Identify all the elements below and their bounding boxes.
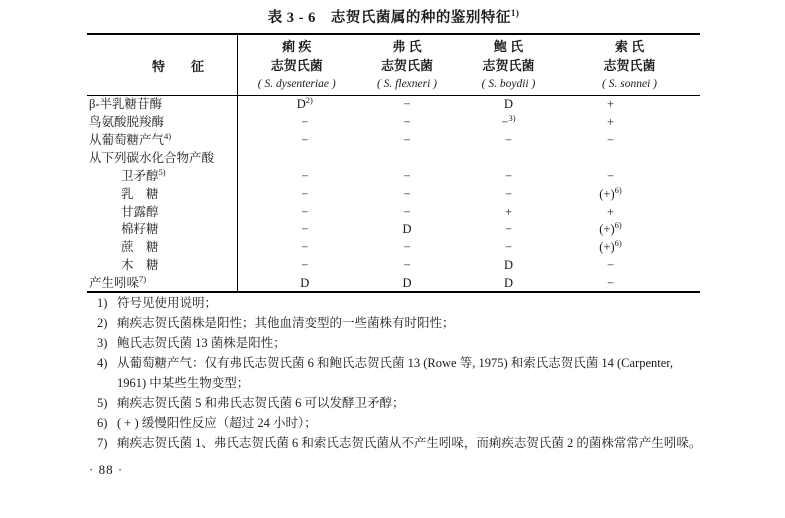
footnote-text: ( + ) 缓慢阳性反应（超过 24 小时）； <box>117 416 317 430</box>
footnote-text: 鲍氏志贺氏菌 13 菌株是阳性； <box>117 336 286 350</box>
value-cell <box>237 274 356 292</box>
value-text: D <box>503 97 514 112</box>
row-label: 卫矛醇 <box>121 168 159 183</box>
value-cell <box>237 185 356 203</box>
value-text: − <box>301 186 309 201</box>
value-cell <box>237 96 356 114</box>
value-cell <box>237 167 356 185</box>
footnote-ref: 6) <box>614 238 622 249</box>
footnote-text: 痢疾志贺氏菌 5 和弗氏志贺氏菌 6 可以发酵卫矛醇； <box>117 396 405 410</box>
value-cell <box>559 257 700 275</box>
footnote-ref: 6) <box>614 184 622 195</box>
row-label: 蔗 糖 <box>121 240 159 255</box>
row-label: 甘露醇 <box>121 204 159 219</box>
value-cell <box>356 274 458 292</box>
footnote-number: 6) <box>97 416 108 430</box>
value-cell <box>237 221 356 239</box>
row-label-cell <box>87 96 237 114</box>
value-cell <box>356 221 458 239</box>
value-text: − <box>504 222 513 237</box>
value-text: + <box>606 115 615 130</box>
column-header-dysenteriae: 痢 疾 志贺氏菌 ( S. dysenteriae ) <box>237 34 356 96</box>
value-text: D <box>296 97 306 112</box>
value-cell <box>559 113 700 131</box>
footnote-item <box>97 413 745 433</box>
footnote-item <box>97 393 745 413</box>
value-text: − <box>504 132 513 147</box>
value-cell <box>356 131 458 149</box>
footnote-continuation: 1961) 中某些生物变型； <box>117 376 250 390</box>
footnote-number: 5) <box>97 396 108 410</box>
value-cell <box>559 203 700 221</box>
value-cell <box>458 221 559 239</box>
row-label: 棉籽糖 <box>121 222 159 237</box>
value-text: − <box>301 204 309 219</box>
value-text: − <box>403 204 411 219</box>
row-label-cell <box>87 203 237 221</box>
value-cell <box>237 239 356 257</box>
value-text: − <box>606 258 615 273</box>
value-cell <box>237 149 356 167</box>
row-label-cell <box>87 185 237 203</box>
table-header-row <box>87 34 700 96</box>
value-cell <box>237 203 356 221</box>
table-row <box>87 257 700 275</box>
value-text: D <box>503 258 514 273</box>
value-cell <box>559 167 700 185</box>
footnote-item <box>97 293 745 313</box>
row-label-cell <box>87 257 237 275</box>
value-cell <box>458 131 559 149</box>
footnote-number: 4) <box>97 356 108 370</box>
value-text: − <box>606 168 615 183</box>
value-cell <box>356 185 458 203</box>
value-text: − <box>403 258 411 273</box>
row-label: 鸟氨酸脱羧酶 <box>89 115 165 130</box>
row-label-cell <box>87 113 237 131</box>
value-cell <box>458 185 559 203</box>
value-cell <box>559 131 700 149</box>
footnote-ref: 6) <box>614 220 622 231</box>
value-text: − <box>301 115 309 130</box>
table-row <box>87 113 700 131</box>
value-cell <box>559 239 700 257</box>
footnote-text: 痢疾志贺氏菌株是阳性；其他血清变型的一些菌株有时阳性； <box>117 316 455 330</box>
value-cell <box>356 113 458 131</box>
row-label: 从下列碳水化合物产酸 <box>89 150 215 165</box>
row-label-cell <box>87 221 237 239</box>
footnote-item <box>97 353 745 393</box>
value-cell <box>458 167 559 185</box>
value-cell <box>356 167 458 185</box>
value-text: D <box>300 275 310 290</box>
table-row <box>87 96 700 114</box>
table-row <box>87 131 700 149</box>
table-title <box>87 6 700 27</box>
value-text: (+) <box>599 222 615 237</box>
value-text: + <box>606 97 615 112</box>
value-cell <box>559 274 700 292</box>
footnotes-block <box>97 293 745 453</box>
value-text: + <box>504 204 513 219</box>
value-cell <box>237 131 356 149</box>
row-label-cell <box>87 274 237 292</box>
value-text: (+) <box>599 186 615 201</box>
footnote-item <box>97 433 745 453</box>
table-row <box>87 203 700 221</box>
table-row <box>87 239 700 257</box>
row-label: 木 糖 <box>121 258 159 273</box>
value-cell <box>458 96 559 114</box>
value-cell <box>458 113 559 131</box>
column-header-boydii: 鲍 氏 志贺氏菌 ( S. boydii ) <box>458 34 559 96</box>
table-row <box>87 185 700 203</box>
value-text: (+) <box>599 240 615 255</box>
value-cell <box>458 149 559 167</box>
footnote-number: 2) <box>97 316 108 330</box>
shigella-differential-table <box>87 33 700 293</box>
column-header-flexneri: 弗 氏 志贺氏菌 ( S. flexneri ) <box>356 34 458 96</box>
feature-header-cell <box>87 34 237 96</box>
value-text: − <box>504 186 513 201</box>
value-text: D <box>503 275 514 290</box>
value-text: − <box>301 168 309 183</box>
row-label: 乳 糖 <box>121 186 159 201</box>
footnote-text: 符号见使用说明； <box>117 296 218 310</box>
footnote-item <box>97 313 745 333</box>
value-cell <box>356 149 458 167</box>
row-label: β-半乳糖苷酶 <box>89 97 163 112</box>
footnote-text: 痢疾志贺氏菌 1、弗氏志贺氏菌 6 和索氏志贺氏菌从不产生吲哚，而痢疾志贺氏菌 2 的菌株常常产生吲哚。 <box>117 436 702 450</box>
table-row <box>87 221 700 239</box>
value-text: − <box>301 132 309 147</box>
value-text: − <box>403 240 411 255</box>
value-cell <box>458 239 559 257</box>
footnote-item <box>97 333 745 353</box>
value-text: − <box>606 275 615 290</box>
value-text: − <box>301 240 309 255</box>
row-label-cell <box>87 149 237 167</box>
value-text: − <box>403 168 411 183</box>
value-text: − <box>301 222 309 237</box>
footnote-text: 从葡萄糖产气：仅有弗氏志贺氏菌 6 和鲍氏志贺氏菌 13 (Rowe 等, 1975) 和索氏志贺氏菌 14 (Carpenter, 1961) 中某些生物变型； <box>117 353 745 393</box>
page-number: · 88 · <box>89 462 124 477</box>
value-cell <box>458 203 559 221</box>
feature-header-label: 特 征 <box>151 58 204 74</box>
value-text: − <box>504 240 513 255</box>
value-text: − <box>403 132 411 147</box>
footnote-ref: 5) <box>158 166 166 177</box>
value-cell <box>559 149 700 167</box>
value-cell <box>356 96 458 114</box>
footnote-ref: 7) <box>139 273 147 284</box>
value-text: − <box>403 97 411 112</box>
value-cell <box>559 96 700 114</box>
value-cell <box>559 185 700 203</box>
value-cell <box>458 274 559 292</box>
value-text: − <box>301 258 309 273</box>
value-cell <box>356 203 458 221</box>
footnote-ref: 3) <box>508 112 516 123</box>
value-text: − <box>504 168 513 183</box>
footnote-ref: 2) <box>305 95 313 106</box>
table-title-footnote-ref: 1) <box>510 8 520 19</box>
row-label-cell <box>87 167 237 185</box>
value-cell <box>237 257 356 275</box>
value-cell <box>458 257 559 275</box>
value-text: D <box>402 275 412 290</box>
footnote-number: 1) <box>97 296 108 310</box>
row-label-cell <box>87 131 237 149</box>
row-label-cell <box>87 239 237 257</box>
value-text: − <box>501 115 509 130</box>
column-header-sonnei: 索 氏 志贺氏菌 ( S. sonnei ) <box>559 34 700 96</box>
footnote-number: 7) <box>97 436 108 450</box>
footnote-number: 3) <box>97 336 108 350</box>
table-row <box>87 149 700 167</box>
table-title-text: 表 3 - 6 志贺氏菌属的种的鉴别特征 <box>267 10 511 26</box>
value-text: D <box>402 222 412 237</box>
table-row <box>87 167 700 185</box>
value-text: − <box>403 115 411 130</box>
value-cell <box>237 113 356 131</box>
value-text: + <box>606 204 615 219</box>
value-text: − <box>403 186 411 201</box>
table-row <box>87 274 700 292</box>
row-label: 从葡萄糖产气 <box>89 132 165 147</box>
footnote-ref: 4) <box>164 130 172 141</box>
value-text: − <box>606 132 615 147</box>
value-cell <box>356 239 458 257</box>
row-label: 产生吲哚 <box>89 275 140 290</box>
value-cell <box>559 221 700 239</box>
value-cell <box>356 257 458 275</box>
